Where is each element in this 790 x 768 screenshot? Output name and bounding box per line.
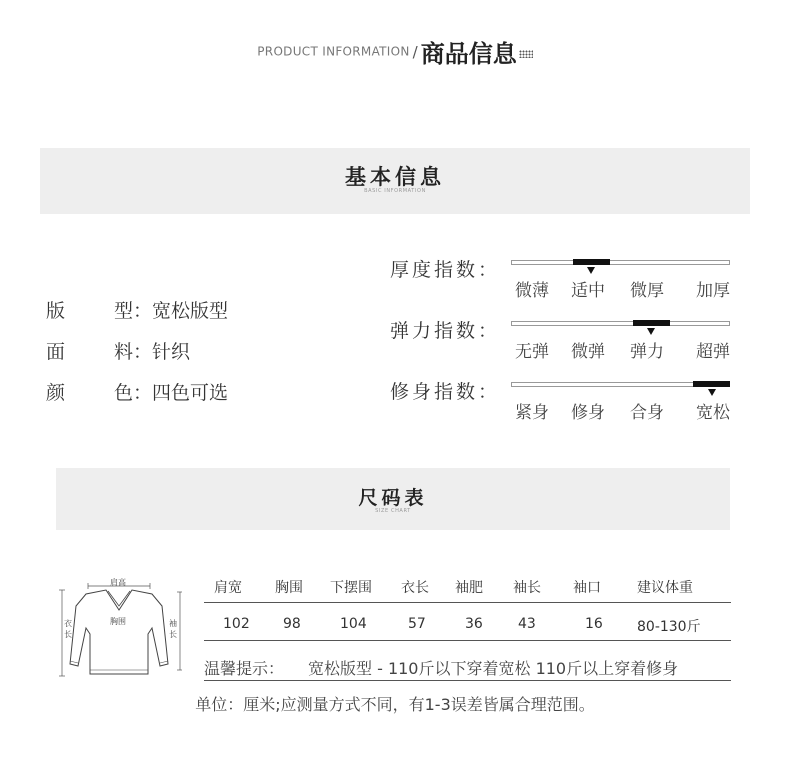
table-cell: 16 — [585, 616, 603, 632]
tip-label: 温馨提示： — [204, 659, 285, 678]
header-title: 商品信息 — [420, 40, 517, 68]
size-chart-banner — [56, 468, 730, 530]
table-header: 衣长 — [401, 580, 429, 596]
table-cell: 57 — [408, 616, 426, 632]
table-cell: 43 — [518, 616, 536, 632]
info-value: 色：四色可选 — [114, 382, 229, 404]
info-value: 料：针织 — [114, 341, 191, 363]
elasticity-option: 超弹 — [696, 342, 730, 362]
elasticity-index-label: 弹力指数： — [390, 320, 501, 342]
table-cell: 80-130斤 — [637, 619, 701, 635]
thickness-option: 微薄 — [515, 281, 549, 301]
table-header: 建议体重 — [637, 580, 693, 596]
fit-option: 紧身 — [515, 403, 549, 423]
diagram-length-label-b: 长 — [64, 630, 72, 639]
size-chart-subtitle: SIZE CHART — [375, 508, 411, 514]
dots-icon — [519, 50, 533, 58]
elasticity-track — [511, 321, 730, 326]
info-key: 版 — [46, 300, 66, 322]
basic-info-subtitle: BASIC INFORMATION — [364, 188, 426, 194]
table-cell: 98 — [283, 616, 301, 632]
elasticity-option: 弹力 — [630, 342, 664, 362]
info-key: 面 — [46, 341, 66, 363]
size-chart-title: 尺码表 — [358, 487, 428, 509]
unit-note: 单位：厘米;应测量方式不同，有1-3误差皆属合理范围。 — [195, 695, 595, 714]
page-header — [0, 34, 790, 69]
tip-text: 宽松版型 - 110斤以下穿着宽松 110斤以上穿着修身 — [308, 659, 679, 678]
pointer-icon — [708, 389, 716, 396]
table-header: 下摆围 — [330, 580, 372, 596]
fit-marker — [693, 381, 730, 387]
info-value: 型：宽松版型 — [114, 300, 229, 322]
fit-option: 合身 — [630, 403, 664, 423]
header-slash: / — [412, 42, 418, 61]
table-cell: 36 — [465, 616, 483, 632]
table-header: 袖长 — [513, 580, 541, 596]
table-cell: 102 — [223, 616, 250, 632]
garment-diagram — [56, 576, 182, 684]
diagram-sleeve-label-a: 袖 — [169, 619, 177, 628]
table-header: 肩宽 — [214, 580, 242, 596]
table-header: 胸围 — [275, 580, 303, 596]
thickness-marker — [573, 259, 610, 265]
thickness-option: 微厚 — [630, 281, 664, 301]
thickness-option: 加厚 — [696, 281, 730, 301]
table-divider — [204, 640, 731, 641]
pointer-icon — [587, 267, 595, 274]
header-en: PRODUCT INFORMATION — [257, 44, 410, 59]
table-header: 袖肥 — [455, 580, 483, 596]
thickness-track — [511, 260, 730, 265]
table-cell: 104 — [340, 616, 367, 632]
elasticity-option: 无弹 — [515, 342, 549, 362]
table-divider — [204, 602, 731, 603]
basic-info-title: 基本信息 — [345, 165, 445, 189]
elasticity-marker — [633, 320, 670, 326]
info-key: 颜 — [46, 382, 66, 404]
pointer-icon — [647, 328, 655, 335]
fit-option: 宽松 — [696, 403, 730, 423]
diagram-chest-label: 胸围 — [110, 617, 126, 626]
fit-index-label: 修身指数： — [390, 381, 501, 403]
diagram-shoulder-label: 肩高 — [110, 578, 126, 587]
table-divider — [204, 680, 731, 681]
fit-option: 修身 — [571, 403, 605, 423]
diagram-length-label-a: 衣 — [64, 619, 72, 628]
diagram-sleeve-label-b: 长 — [169, 630, 177, 639]
thickness-option: 适中 — [571, 281, 605, 301]
elasticity-option: 微弹 — [571, 342, 605, 362]
sweater-icon — [56, 576, 182, 684]
table-header: 袖口 — [573, 580, 601, 596]
thickness-index-label: 厚度指数： — [390, 259, 501, 281]
basic-info-banner — [40, 148, 750, 214]
